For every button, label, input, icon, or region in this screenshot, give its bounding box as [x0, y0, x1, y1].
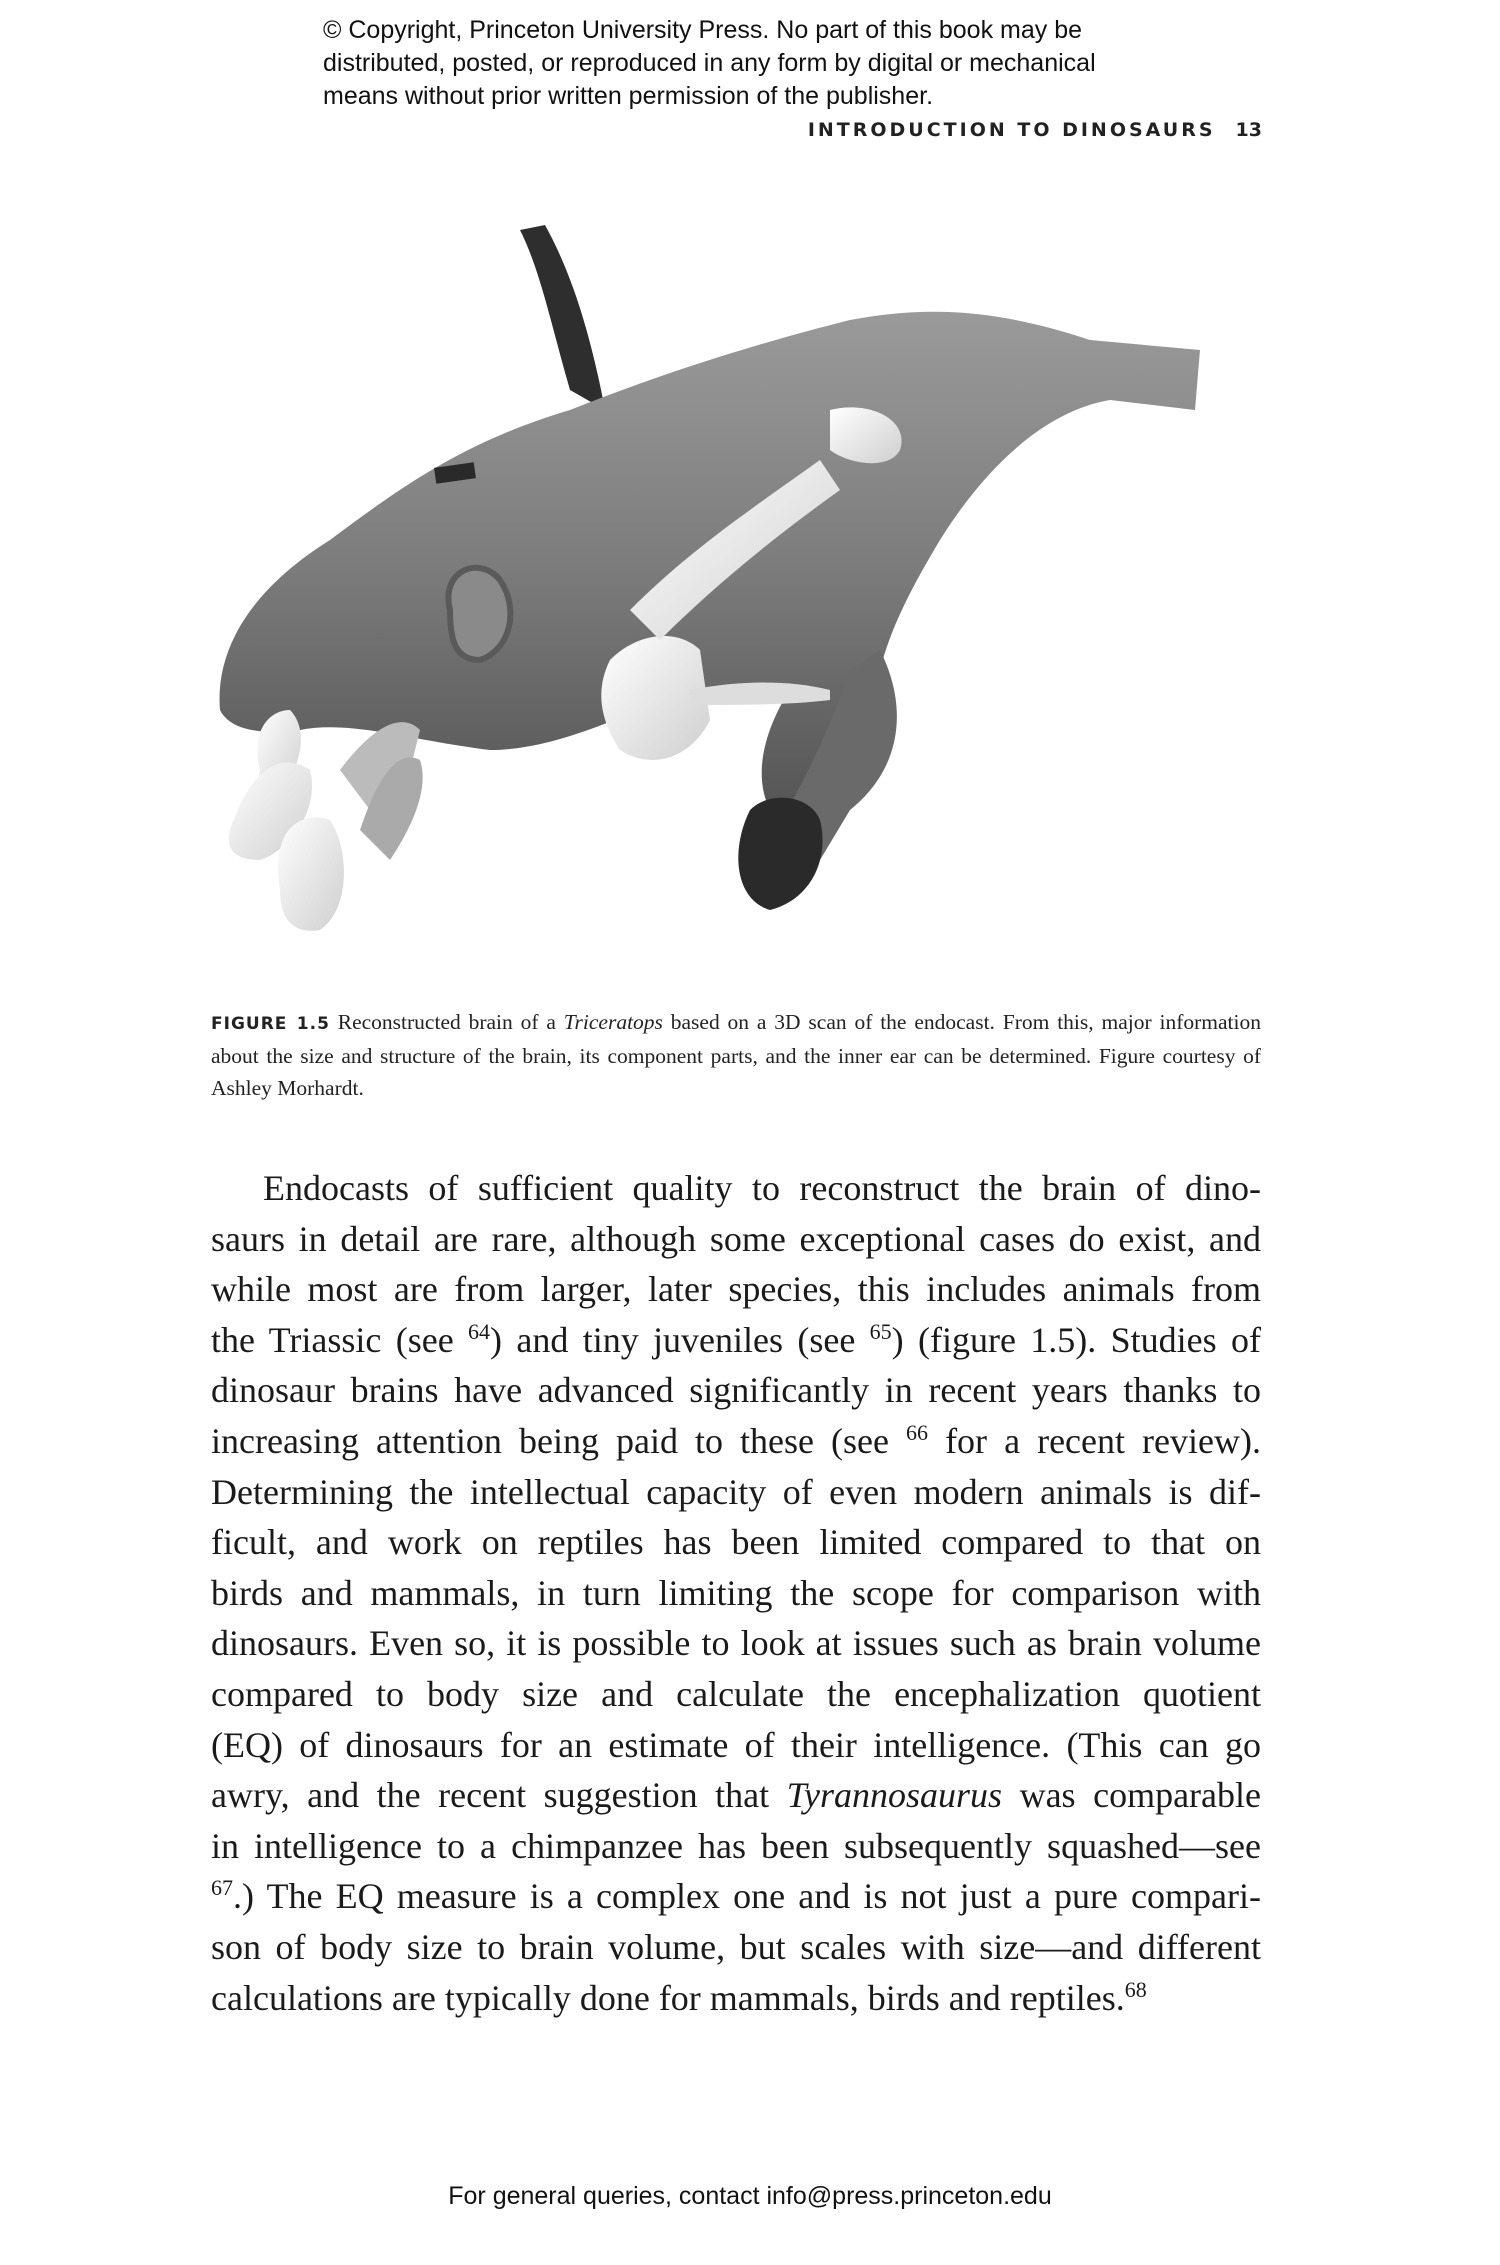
- citation[interactable]: 65: [869, 1318, 892, 1344]
- body-line: dinosaurs. Even so, it is possible to look at issues such as brain volume: [211, 1623, 1261, 1664]
- body-line: dinosaur brains have advanced significantly in recent years thanks to: [211, 1370, 1261, 1411]
- page-number: 13: [1235, 119, 1262, 141]
- citation[interactable]: 66: [906, 1419, 929, 1445]
- body-line: calculations are typically done for mammals, birds and reptiles.$^{68}$: [211, 1976, 1147, 2018]
- citation[interactable]: 67: [211, 1875, 233, 1901]
- caption-text: based on a 3D scan of the endocast. From this, major information about the size and structure of the brain, its component parts, and the inner ear can be determined. Figure courtesy of Ashley Morhardt.: [211, 1010, 1261, 1100]
- footer-contact: For general queries, contact info@press.princeton.edu: [448, 2182, 1052, 2210]
- body-line: Endocasts of sufficient quality to reconstruct the brain of dino-: [263, 1168, 1261, 1208]
- triceratops-brain-figure: [210, 210, 1270, 940]
- body-line: while most are from larger, later species, this includes animals from: [211, 1269, 1261, 1310]
- body-line: saurs in detail are rare, although some exceptional cases do exist, and: [211, 1218, 1261, 1259]
- olfactory-nerve: [520, 225, 605, 410]
- caption-text: Reconstructed brain of a: [329, 1010, 564, 1034]
- running-head-title: INTRODUCTION TO DINOSAURS: [807, 119, 1216, 141]
- body-line: birds and mammals, in turn limiting the scope for comparison with: [211, 1572, 1261, 1613]
- body-line: in intelligence to a chimpanzee has been subsequently squashed—see: [211, 1825, 1261, 1866]
- figure-caption: [211, 1006, 1261, 1104]
- copyright-line: © Copyright, Princeton University Press. No part of this book may be: [323, 16, 1083, 44]
- citation[interactable]: 64: [468, 1318, 491, 1344]
- copyright-line: means without prior written permission of the publisher.: [323, 82, 934, 110]
- figure-label: FIGURE 1.5: [211, 1014, 330, 1034]
- body-line: the Triassic (see $^{64}$) and tiny juveniles (see $^{65}$) (figure 1.5). Studies of: [211, 1318, 1261, 1360]
- body-paragraph: [211, 1163, 1261, 2023]
- copyright-line: distributed, posted, or reproduced in any form by digital or mechanical: [323, 49, 1096, 77]
- body-line: son of body size to brain volume, but scales with size—and different: [211, 1926, 1261, 1967]
- copyright-notice: [323, 14, 1096, 113]
- caption-italic: Triceratops: [563, 1010, 663, 1034]
- body-line: ficult, and work on reptiles has been limited compared to that on: [211, 1522, 1261, 1563]
- ear-ring: [448, 568, 510, 660]
- body-line: compared to body size and calculate the encephalization quotient: [211, 1673, 1261, 1714]
- body-line: $^{67}$.) The EQ measure is a complex one and is not just a pure compari-: [211, 1875, 1261, 1917]
- body-line: Determining the intellectual capacity of even modern animals is dif-: [211, 1471, 1261, 1512]
- running-head: [808, 119, 1262, 141]
- cranial-nerve: [278, 818, 344, 931]
- body-line: awry, and the recent suggestion that Tyrannosaurus was comparable: [211, 1775, 1261, 1816]
- body-line: increasing attention being paid to these (see $^{66}$ for a recent review).: [211, 1419, 1261, 1461]
- pituitary: [738, 798, 822, 910]
- body-line: (EQ) of dinosaurs for an estimate of their intelligence. (This can go: [211, 1724, 1261, 1765]
- citation[interactable]: 68: [1124, 1976, 1147, 2002]
